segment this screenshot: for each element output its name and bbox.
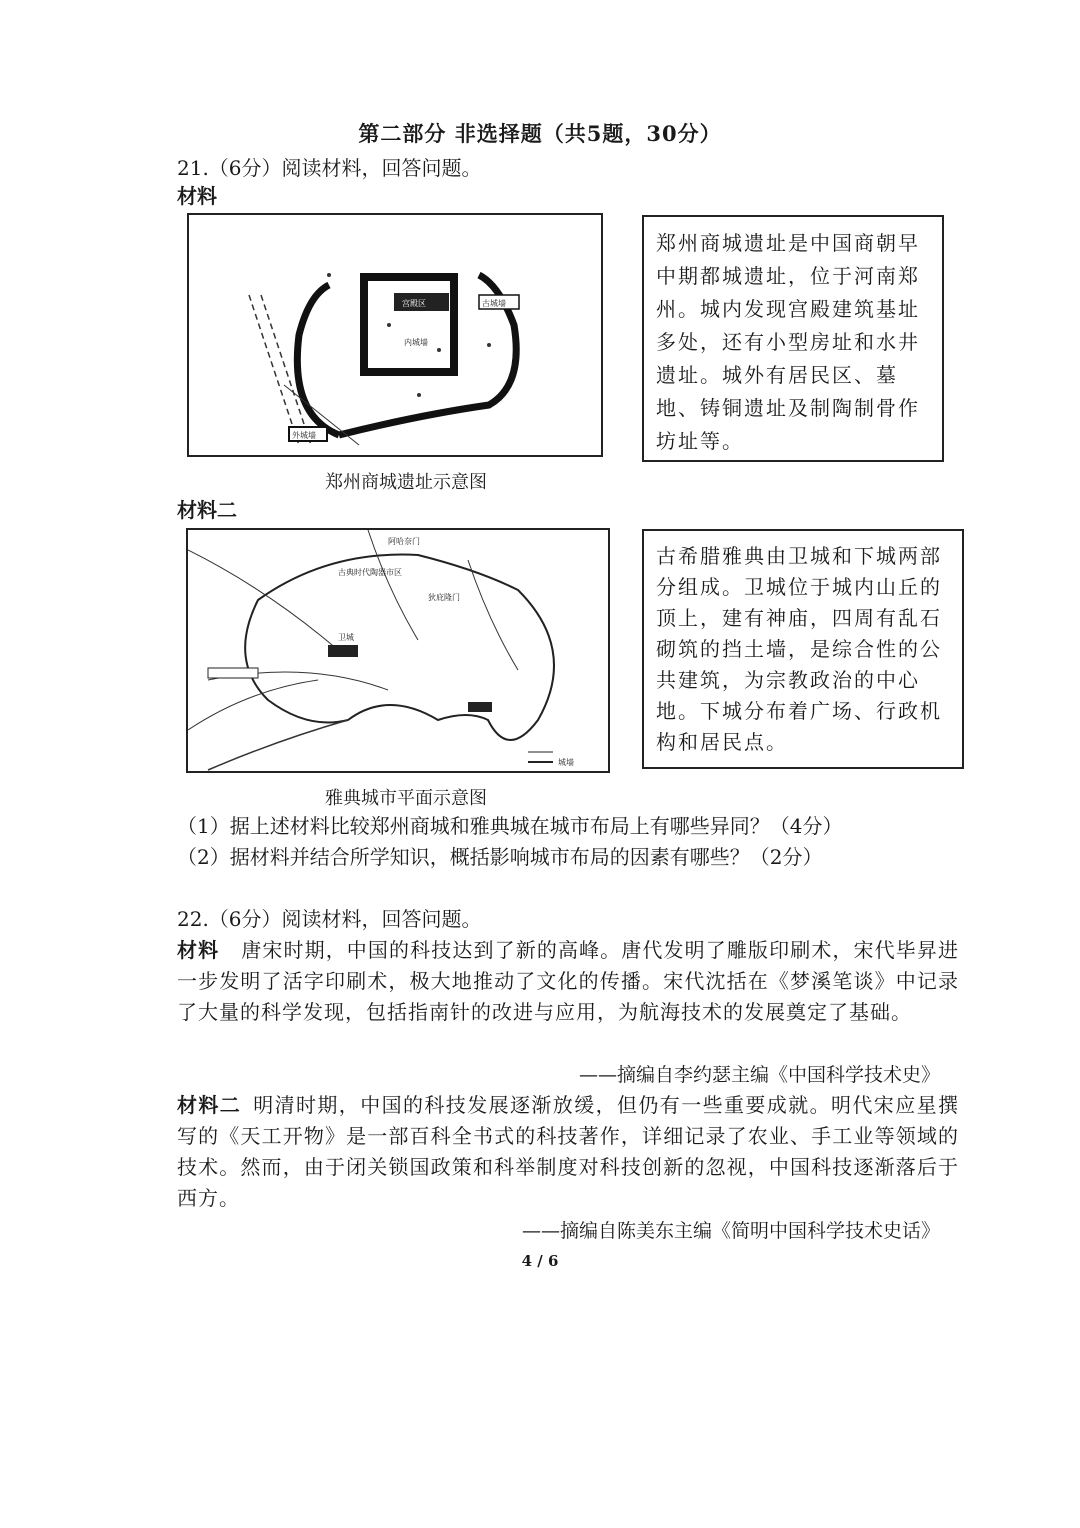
material2-text: 古希腊雅典由卫城和下城两部分组成。卫城位于城内山丘的顶上，建有神庙，四周有乱石砌筑的挡土墙，是综合性的公共建筑，为宗教政治的中心地。下城分布着广场、行政机构和居民点。	[656, 544, 942, 754]
material2-textbox	[642, 529, 964, 769]
map2-label-wall: 城墙	[558, 758, 574, 767]
q22-material1	[177, 935, 959, 1028]
map2-label-gate: 阿哈奈门	[388, 537, 420, 546]
zhengzhou-map	[187, 213, 603, 457]
zhengzhou-map-drawing	[189, 215, 601, 455]
zhengzhou-map-caption: 郑州商城遗址示意图	[325, 472, 487, 493]
map2-label-dipylon: 狄庇隆门	[428, 593, 460, 602]
athens-map-drawing	[188, 530, 608, 771]
q22-material1-text: 唐宋时期，中国的科技达到了新的高峰。唐代发明了雕版印刷术，宋代毕昇进一步发明了活字印刷术，极大地推动了文化的传播。宋代沈括在《梦溪笔谈》中记录了大量的科学发现，包括指南针的改进与应用，为航海技术的发展奠定了基础。	[177, 938, 960, 1024]
material1-textbox	[642, 215, 944, 462]
q21-material1-label: 材料	[177, 184, 217, 208]
athens-map	[186, 528, 610, 773]
map1-label-palace: 宫殿区	[402, 299, 426, 308]
q22-material2-text: 明清时期，中国的科技发展逐渐放缓，但仍有一些重要成就。明代宋应星撰写的《天工开物》是一部百科全书式的科技著作，详细记录了农业、手工业等领域的技术。然而，由于闭关锁国政策和科举制度对科技创新的忽视，中国科技逐渐落后于西方。	[177, 1093, 960, 1210]
map2-label-acropolis: 卫城	[338, 633, 354, 642]
q22-material2-source: ——摘编自陈美东主编《简明中国科学技术史话》	[521, 1220, 940, 1242]
q21-sub1: （1）据上述材料比较郑州商城和雅典城在城市布局上有哪些异同？（4分）	[177, 814, 843, 838]
q22-material2	[177, 1090, 959, 1214]
q22-material2-label: 材料二	[177, 1093, 242, 1117]
section-title: 第二部分 非选择题（共5题，30分）	[358, 121, 722, 146]
q22-material1-label: 材料	[177, 938, 220, 962]
q22-header: 22.（6分）阅读材料，回答问题。	[177, 907, 482, 931]
q22-material1-source: ——摘编自李约瑟主编《中国科学技术史》	[578, 1064, 940, 1086]
map1-label-inner-wall: 内城墙	[404, 338, 428, 347]
material1-text: 郑州商城遗址是中国商朝早中期都城遗址，位于河南郑州。城内发现宫殿建筑基址多处，还有小型房址和水井遗址。城外有居民区、墓地、铸铜遗址及制陶制骨作坊址等。	[656, 231, 920, 453]
q21-material2-label: 材料二	[177, 498, 237, 522]
page-number: 4 / 6	[521, 1252, 559, 1270]
athens-map-caption: 雅典城市平面示意图	[325, 788, 487, 809]
map1-label-old-wall: 古城墙	[482, 299, 506, 308]
map2-label-pottery: 古典时代陶器市区	[338, 568, 402, 577]
q21-sub2: （2）据材料并结合所学知识，概括影响城市布局的因素有哪些？（2分）	[177, 845, 823, 869]
q21-header: 21.（6分）阅读材料，回答问题。	[177, 156, 482, 180]
map1-label-outer-wall: 外城墙	[292, 431, 316, 440]
